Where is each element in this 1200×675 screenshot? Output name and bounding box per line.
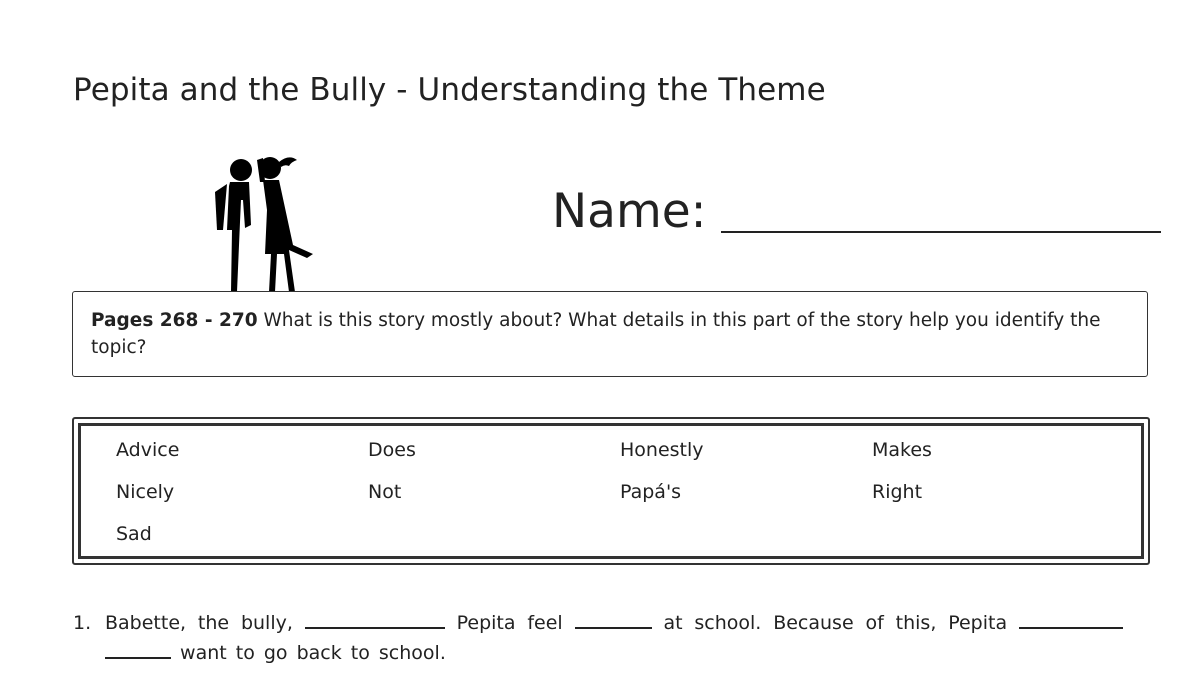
answer-blank-2[interactable] (575, 609, 652, 629)
item-number: 1. (73, 612, 92, 634)
question-pages: Pages 268 - 270 (91, 310, 258, 331)
word-bank-inner-border (78, 423, 1144, 559)
sentence-part: at school. Because of this, Pepita (663, 612, 1008, 634)
answer-blank-4[interactable] (105, 639, 171, 659)
sentence-part: Pepita feel (456, 612, 563, 634)
boy-figure (215, 159, 252, 292)
page-title: Pepita and the Bully - Understanding the Theme (73, 72, 826, 108)
word-bank-item: Not (368, 481, 402, 503)
word-bank-item: Nicely (116, 481, 175, 503)
word-bank-item: Right (872, 481, 923, 503)
question-item-1 (73, 608, 1123, 668)
item-sentence (105, 608, 1123, 668)
name-field (552, 184, 1161, 239)
word-bank-item: Does (368, 439, 416, 461)
girl-figure (257, 157, 313, 292)
word-bank-item: Honestly (620, 439, 704, 461)
name-label: Name: (552, 184, 707, 239)
word-bank-item: Papá's (620, 481, 682, 503)
sentence-part: want to go back to school. (180, 642, 446, 664)
question-text: What is this story mostly about? What details in this part of the story help you identify the topic? (91, 310, 1101, 358)
name-blank-line[interactable] (721, 231, 1161, 233)
sentence-part: Babette, the bully, (105, 612, 293, 634)
answer-blank-3[interactable] (1019, 609, 1123, 629)
answer-blank-1[interactable] (305, 609, 445, 629)
word-bank-item: Sad (116, 523, 152, 545)
two-children-whispering-icon (205, 150, 320, 292)
word-bank-item: Advice (116, 439, 180, 461)
question-box (72, 291, 1148, 377)
word-bank (72, 417, 1150, 565)
word-bank-item: Makes (872, 439, 932, 461)
